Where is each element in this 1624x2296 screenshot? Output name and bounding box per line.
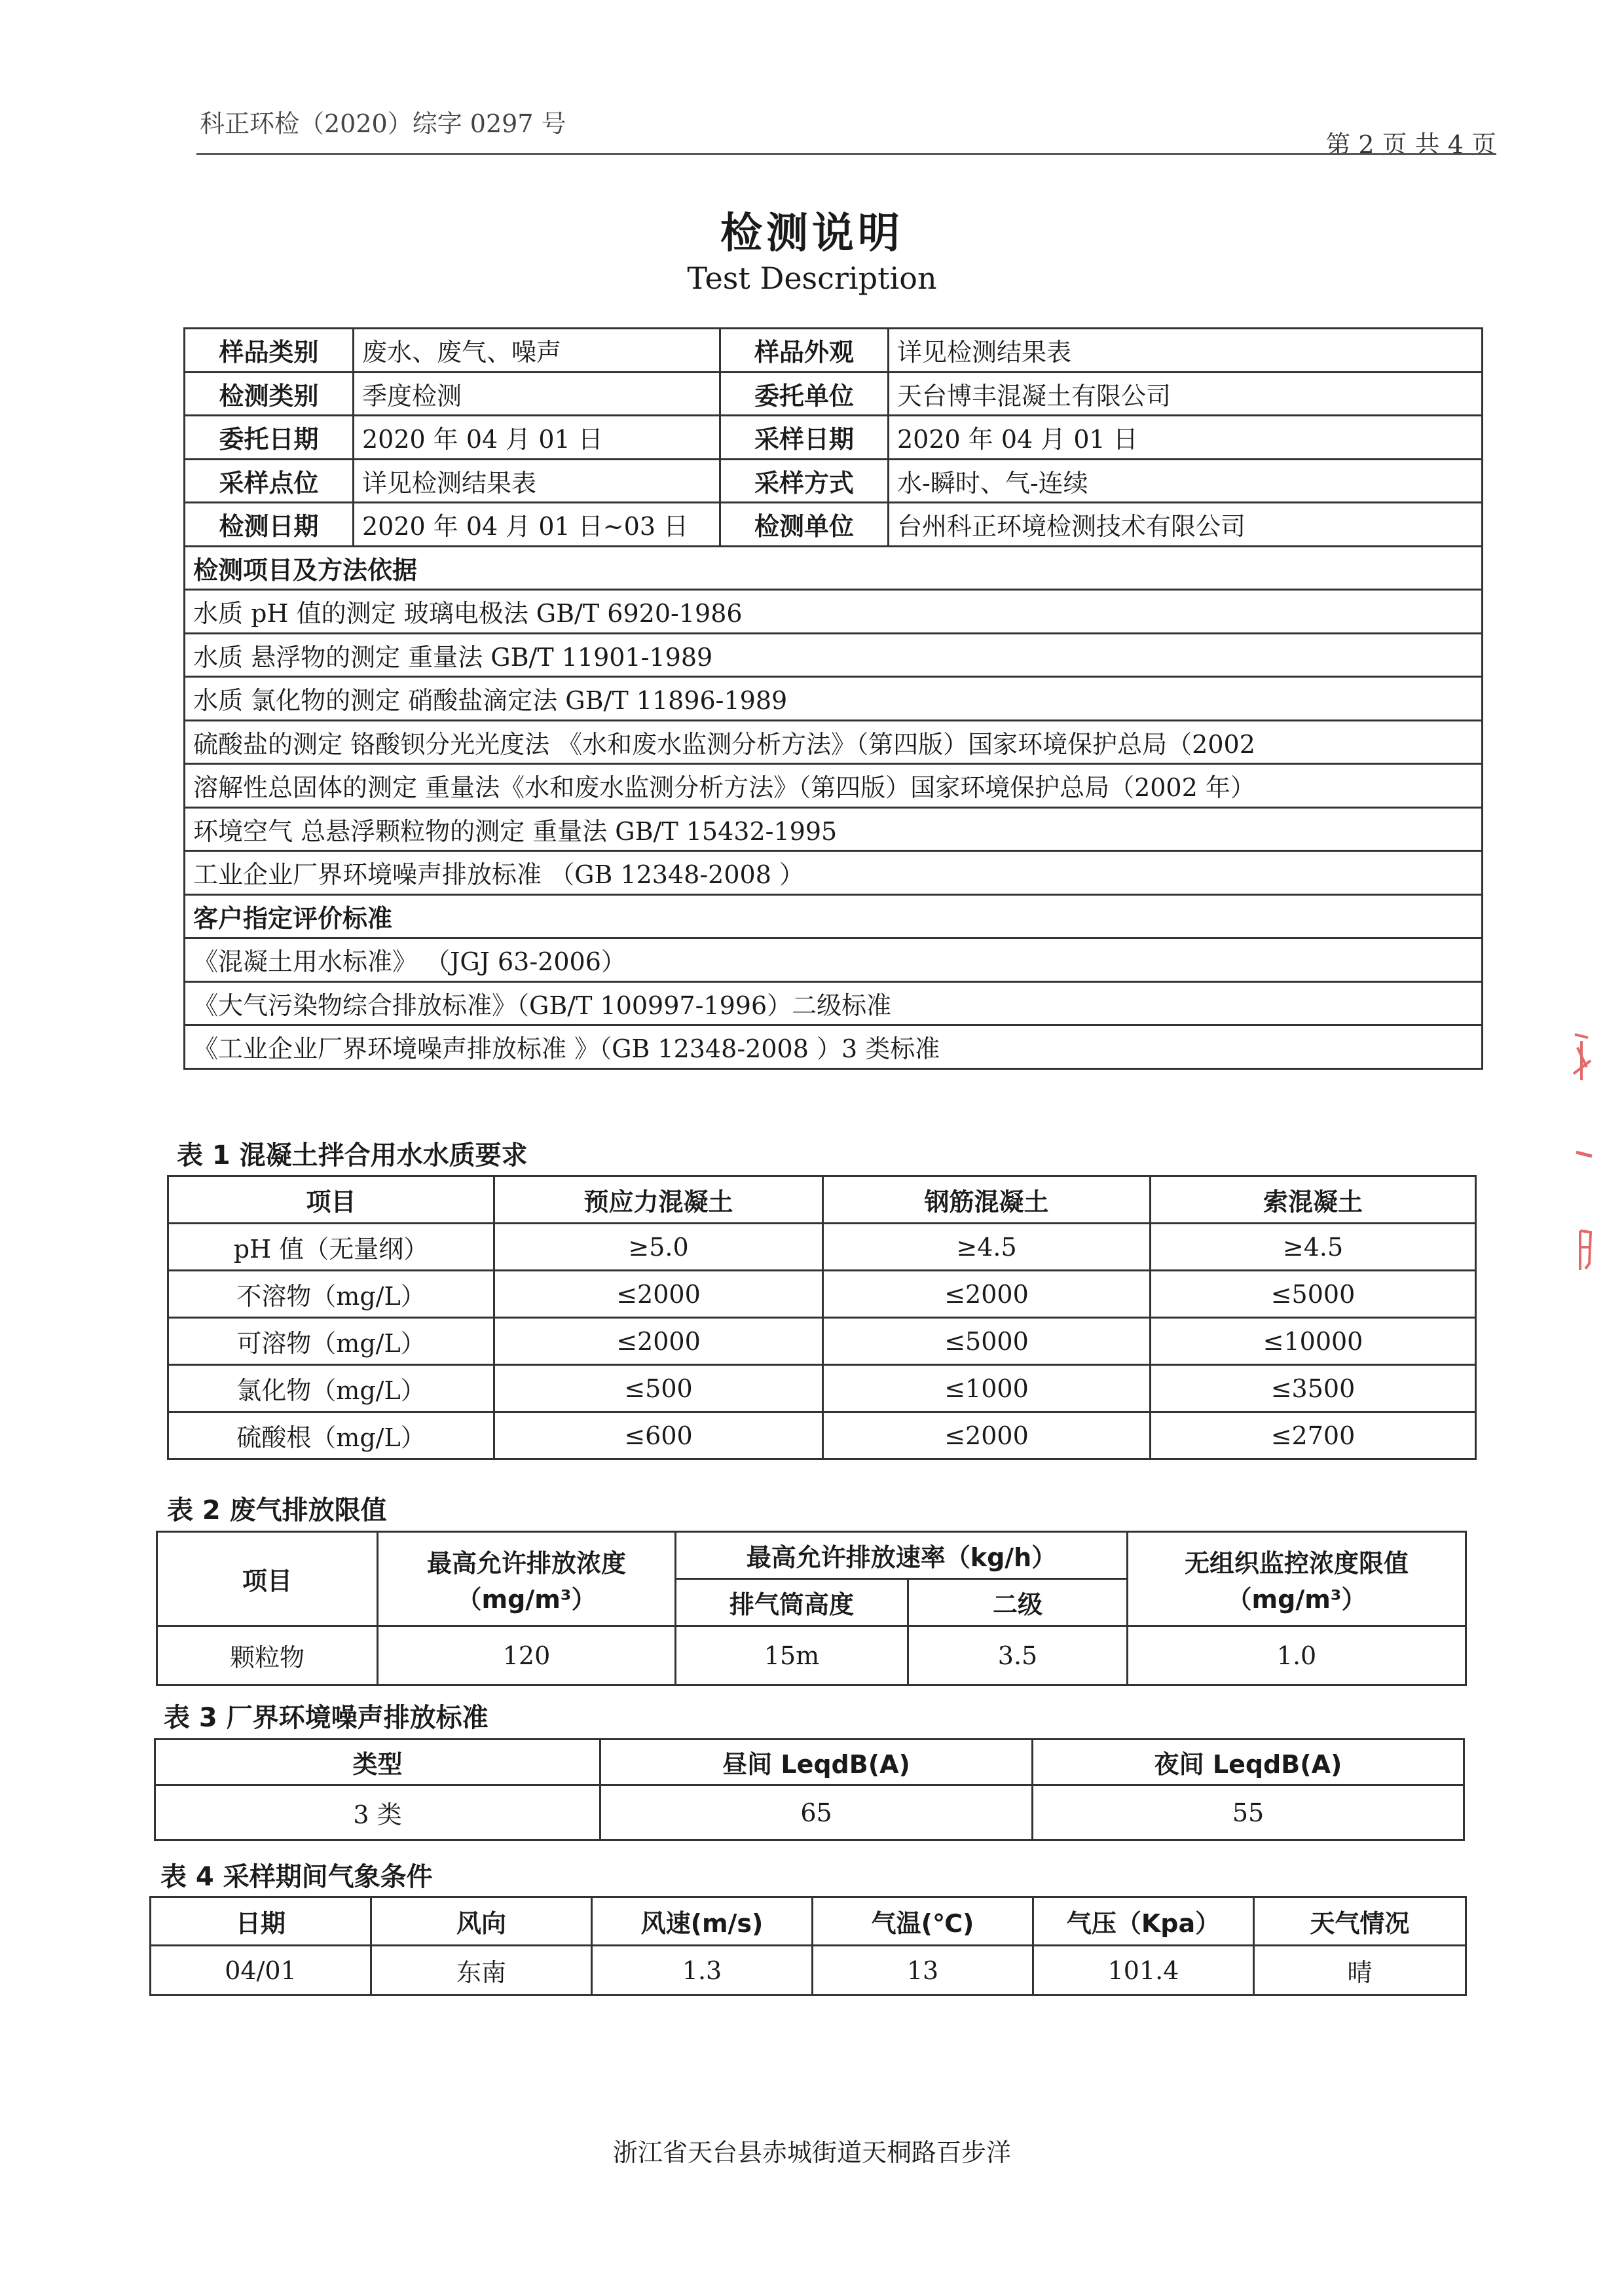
table2-cell: 3.5 xyxy=(908,1626,1128,1685)
test-info-table xyxy=(183,327,1483,1070)
info-label: 检测日期 xyxy=(185,503,354,547)
info-value: 详见检测结果表 xyxy=(889,329,1483,373)
table4-header: 日期 xyxy=(151,1897,371,1946)
info-value: 水-瞬时、气-连续 xyxy=(889,459,1483,503)
table1-cell: ≤2000 xyxy=(494,1271,823,1318)
table3-cell: 65 xyxy=(600,1785,1033,1840)
info-value: 详见检测结果表 xyxy=(354,459,720,503)
table1-cell: ≤2000 xyxy=(494,1318,823,1365)
method-item: 水质 氯化物的测定 硝酸盐滴定法 GB/T 11896-1989 xyxy=(185,677,1483,721)
table1-cell: ≤1000 xyxy=(823,1365,1151,1412)
table-row xyxy=(151,1946,1466,1995)
info-value: 2020 年 04 月 01 日~03 日 xyxy=(354,503,720,547)
table2-cell: 颗粒物 xyxy=(157,1626,378,1685)
table3-cell: 55 xyxy=(1033,1785,1464,1840)
table3-header: 昼间 LeqdB(A) xyxy=(600,1740,1033,1785)
page-indicator: 第 2 页 共 4 页 xyxy=(1325,130,1496,159)
table1-cell: ≤2000 xyxy=(823,1271,1151,1318)
standard-item: 《工业企业厂界环境噪声排放标准 》（GB 12348-2008 ）3 类标准 xyxy=(185,1025,1483,1069)
info-row xyxy=(185,372,1483,416)
table1-cell: 可溶物（mg/L） xyxy=(168,1318,494,1365)
weather-conditions-table xyxy=(149,1896,1467,1996)
table2-header-rate: 最高允许排放速率（kg/h） xyxy=(676,1532,1128,1579)
table4-cell: 晴 xyxy=(1254,1946,1466,1995)
table-row xyxy=(168,1318,1476,1365)
header-divider xyxy=(196,153,1496,155)
table4-header: 天气情况 xyxy=(1254,1897,1466,1946)
table3-cell: 3 类 xyxy=(155,1785,600,1840)
table-row xyxy=(168,1271,1476,1318)
noise-standard-table xyxy=(154,1738,1465,1841)
waste-gas-table xyxy=(156,1531,1467,1686)
info-row xyxy=(185,459,1483,503)
table1-cell: 氯化物（mg/L） xyxy=(168,1365,494,1412)
table3-header: 类型 xyxy=(155,1740,600,1785)
table2-cell: 1.0 xyxy=(1128,1626,1466,1685)
table1-cell: ≤3500 xyxy=(1151,1365,1476,1412)
info-label: 采样点位 xyxy=(185,459,354,503)
table4-header: 风向 xyxy=(371,1897,592,1946)
standard-item: 《大气污染物综合排放标准》（GB/T 100997-1996）二级标准 xyxy=(185,981,1483,1025)
table4-cell: 东南 xyxy=(371,1946,592,1995)
table-row xyxy=(157,1626,1466,1685)
info-value: 台州科正环境检测技术有限公司 xyxy=(889,503,1483,547)
method-item: 溶解性总固体的测定 重量法《水和废水监测分析方法》（第四版）国家环境保护总局（2002 年） xyxy=(185,764,1483,808)
table1-header: 钢筋混凝土 xyxy=(823,1176,1151,1224)
table4-header: 气温(℃) xyxy=(813,1897,1033,1946)
table2-header-unorganized xyxy=(1128,1532,1466,1626)
table2-header-unorganized-label: 无组织监控浓度限值 xyxy=(1184,1548,1409,1578)
method-item: 硫酸盐的测定 铬酸钡分光光度法 《水和废水监测分析方法》（第四版）国家环境保护总局（2002 xyxy=(185,720,1483,764)
table1-header: 项目 xyxy=(168,1176,494,1224)
table-row xyxy=(168,1412,1476,1459)
table1-cell: ≤600 xyxy=(494,1412,823,1459)
method-item: 环境空气 总悬浮颗粒物的测定 重量法 GB/T 15432-1995 xyxy=(185,807,1483,851)
standard-item: 《混凝土用水标准》 （JGJ 63-2006） xyxy=(185,938,1483,982)
table2-header-grade: 二级 xyxy=(908,1579,1128,1626)
page-subtitle: Test Description xyxy=(687,261,937,296)
table1-cell: 硫酸根（mg/L） xyxy=(168,1412,494,1459)
table1-cell: ≤2700 xyxy=(1151,1412,1476,1459)
methods-heading: 检测项目及方法依据 xyxy=(185,546,1483,590)
table1-cell: ≤2000 xyxy=(823,1412,1151,1459)
table1-header: 索混凝土 xyxy=(1151,1176,1476,1224)
table4-header: 风速(m/s) xyxy=(592,1897,813,1946)
info-label: 采样日期 xyxy=(720,416,889,460)
table1-cell: ≥4.5 xyxy=(823,1224,1151,1271)
info-row xyxy=(185,329,1483,373)
info-value: 季度检测 xyxy=(354,372,720,416)
footer-address: 浙江省天台县赤城街道天桐路百步洋 xyxy=(612,2138,1011,2167)
table2-caption: 表 2 废气排放限值 xyxy=(167,1495,387,1525)
table2-header-unorganized-unit: （mg/m³） xyxy=(1227,1584,1367,1614)
table4-cell: 13 xyxy=(813,1946,1033,1995)
info-label: 委托单位 xyxy=(720,372,889,416)
info-label: 样品外观 xyxy=(720,329,889,373)
table4-caption: 表 4 采样期间气象条件 xyxy=(160,1862,433,1892)
method-item: 水质 pH 值的测定 玻璃电极法 GB/T 6920-1986 xyxy=(185,590,1483,634)
table2-header-concentration-unit: （mg/m³） xyxy=(456,1584,597,1614)
info-value: 2020 年 04 月 01 日 xyxy=(889,416,1483,460)
table1-cell: ≤10000 xyxy=(1151,1318,1476,1365)
table1-cell: ≥4.5 xyxy=(1151,1224,1476,1271)
table-row xyxy=(155,1785,1464,1840)
info-label: 检测单位 xyxy=(720,503,889,547)
info-label: 检测类别 xyxy=(185,372,354,416)
table4-header: 气压（Kpa） xyxy=(1033,1897,1254,1946)
info-value: 天台博丰混凝土有限公司 xyxy=(889,372,1483,416)
table1-cell: ≤5000 xyxy=(823,1318,1151,1365)
standards-heading: 客户指定评价标准 xyxy=(185,894,1483,938)
table2-header-concentration xyxy=(378,1532,676,1626)
method-item: 水质 悬浮物的测定 重量法 GB/T 11901-1989 xyxy=(185,633,1483,677)
method-item: 工业企业厂界环境噪声排放标准 （GB 12348-2008 ） xyxy=(185,851,1483,895)
page-title: 检测说明 xyxy=(720,209,904,258)
table3-caption: 表 3 厂界环境噪声排放标准 xyxy=(164,1703,489,1733)
table1-cell: ≥5.0 xyxy=(494,1224,823,1271)
info-value: 2020 年 04 月 01 日 xyxy=(354,416,720,460)
table4-cell: 04/01 xyxy=(151,1946,371,1995)
table1-cell: ≤500 xyxy=(494,1365,823,1412)
table2-header-item: 项目 xyxy=(157,1532,378,1626)
table4-cell: 101.4 xyxy=(1033,1946,1254,1995)
table1-cell: pH 值（无量纲） xyxy=(168,1224,494,1271)
table2-header-height: 排气筒高度 xyxy=(676,1579,908,1626)
table3-header: 夜间 LeqdB(A) xyxy=(1033,1740,1464,1785)
table2-header-concentration-label: 最高允许排放浓度 xyxy=(426,1548,626,1578)
table1-header: 预应力混凝土 xyxy=(494,1176,823,1224)
table1-cell: ≤5000 xyxy=(1151,1271,1476,1318)
info-row xyxy=(185,503,1483,547)
table2-cell: 15m xyxy=(676,1626,908,1685)
table2-cell: 120 xyxy=(378,1626,676,1685)
info-label: 样品类别 xyxy=(185,329,354,373)
info-label: 委托日期 xyxy=(185,416,354,460)
seal-stamp-fragment xyxy=(1568,1021,1601,1296)
table1-cell: 不溶物（mg/L） xyxy=(168,1271,494,1318)
info-row xyxy=(185,416,1483,460)
report-number: 科正环检（2020）综字 0297 号 xyxy=(200,109,566,138)
table4-cell: 1.3 xyxy=(592,1946,813,1995)
info-label: 采样方式 xyxy=(720,459,889,503)
info-value: 废水、废气、噪声 xyxy=(354,329,720,373)
table1-caption: 表 1 混凝土拌合用水水质要求 xyxy=(177,1140,528,1171)
table-row xyxy=(168,1365,1476,1412)
water-quality-table xyxy=(167,1175,1477,1460)
table-row xyxy=(168,1224,1476,1271)
